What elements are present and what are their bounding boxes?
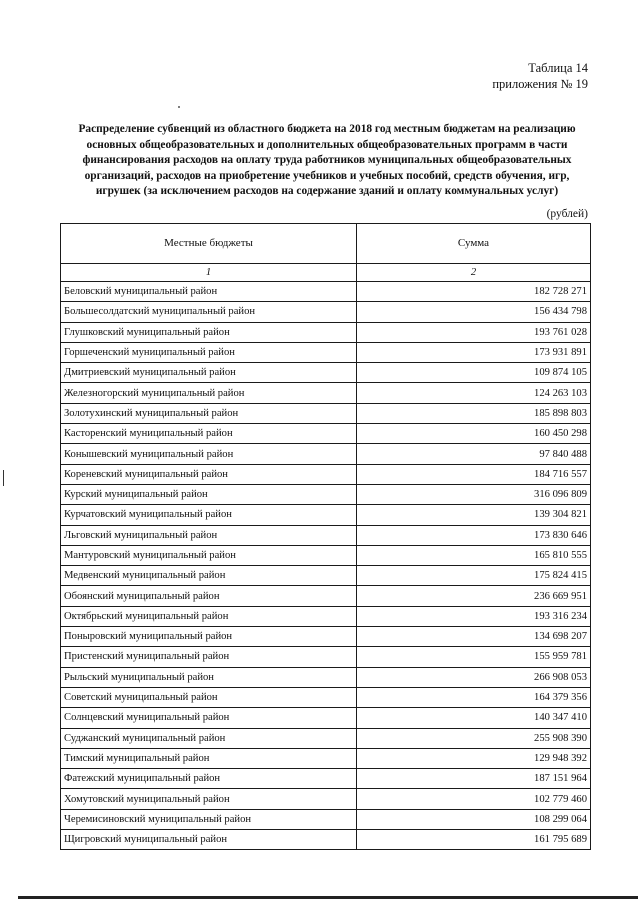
amount-cell: 316 096 809 — [357, 484, 591, 504]
table-row — [61, 667, 591, 687]
table-row — [61, 606, 591, 626]
column-header-budgets: Местные бюджеты — [61, 224, 357, 264]
table-row — [61, 627, 591, 647]
budget-name-cell: Обоянский муниципальный район — [61, 586, 357, 606]
budget-name-cell: Солнцевский муниципальный район — [61, 708, 357, 728]
budget-name-cell: Горшеченский муниципальный район — [61, 342, 357, 362]
budget-name-cell: Хомутовский муниципальный район — [61, 789, 357, 809]
currency-unit: (рублей) — [546, 208, 588, 220]
budget-name-cell: Медвенский муниципальный район — [61, 566, 357, 586]
table-row — [61, 505, 591, 525]
table-row — [61, 545, 591, 565]
table-row — [61, 282, 591, 302]
amount-cell: 155 959 781 — [357, 647, 591, 667]
table-row — [61, 687, 591, 707]
table-row — [61, 728, 591, 748]
amount-cell: 139 304 821 — [357, 505, 591, 525]
budget-name-cell: Конышевский муниципальный район — [61, 444, 357, 464]
budget-name-cell: Поныровский муниципальный район — [61, 627, 357, 647]
amount-cell: 182 728 271 — [357, 282, 591, 302]
budget-name-cell: Льговский муниципальный район — [61, 525, 357, 545]
table-header-row — [61, 224, 591, 264]
budget-name-cell: Октябрьский муниципальный район — [61, 606, 357, 626]
scan-speck — [178, 106, 180, 108]
amount-cell: 129 948 392 — [357, 748, 591, 768]
table-row — [61, 444, 591, 464]
table-number-label: Таблица 14 — [528, 61, 588, 75]
table-row — [61, 566, 591, 586]
table-row — [61, 383, 591, 403]
column-number-1: 1 — [61, 264, 357, 282]
amount-cell: 108 299 064 — [357, 809, 591, 829]
amount-cell: 102 779 460 — [357, 789, 591, 809]
budget-name-cell: Советский муниципальный район — [61, 687, 357, 707]
amount-cell: 185 898 803 — [357, 403, 591, 423]
budget-name-cell: Тимский муниципальный район — [61, 748, 357, 768]
amount-cell: 97 840 488 — [357, 444, 591, 464]
budget-name-cell: Дмитриевский муниципальный район — [61, 363, 357, 383]
table-reference — [492, 60, 588, 92]
amount-cell: 236 669 951 — [357, 586, 591, 606]
budget-name-cell: Касторенский муниципальный район — [61, 424, 357, 444]
amount-cell: 109 874 105 — [357, 363, 591, 383]
budget-name-cell: Глушковский муниципальный район — [61, 322, 357, 342]
table-row — [61, 748, 591, 768]
amount-cell: 193 761 028 — [357, 322, 591, 342]
amount-cell: 193 316 234 — [357, 606, 591, 626]
amount-cell: 160 450 298 — [357, 424, 591, 444]
amount-cell: 165 810 555 — [357, 545, 591, 565]
table-row — [61, 403, 591, 423]
amount-cell: 124 263 103 — [357, 383, 591, 403]
amount-cell: 175 824 415 — [357, 566, 591, 586]
amount-cell: 187 151 964 — [357, 769, 591, 789]
column-number-2: 2 — [357, 264, 591, 282]
amount-cell: 184 716 557 — [357, 464, 591, 484]
budget-name-cell: Суджанский муниципальный район — [61, 728, 357, 748]
budget-name-cell: Большесолдатский муниципальный район — [61, 302, 357, 322]
amount-cell: 134 698 207 — [357, 627, 591, 647]
table-row — [61, 809, 591, 829]
table-row — [61, 302, 591, 322]
budget-name-cell: Черемисиновский муниципальный район — [61, 809, 357, 829]
table-row — [61, 830, 591, 850]
table-row — [61, 769, 591, 789]
amount-cell: 140 347 410 — [357, 708, 591, 728]
table-row — [61, 708, 591, 728]
table-row — [61, 586, 591, 606]
table-body — [61, 282, 591, 850]
amount-cell: 266 908 053 — [357, 667, 591, 687]
table-row — [61, 525, 591, 545]
column-number-row — [61, 264, 591, 282]
amount-cell: 156 434 798 — [357, 302, 591, 322]
budget-name-cell: Щигровский муниципальный район — [61, 830, 357, 850]
table-row — [61, 789, 591, 809]
budget-name-cell: Рыльский муниципальный район — [61, 667, 357, 687]
budget-name-cell: Пристенский муниципальный район — [61, 647, 357, 667]
budget-name-cell: Кореневский муниципальный район — [61, 464, 357, 484]
budget-name-cell: Мантуровский муниципальный район — [61, 545, 357, 565]
budget-name-cell: Курский муниципальный район — [61, 484, 357, 504]
column-header-amount: Сумма — [357, 224, 591, 264]
table-row — [61, 484, 591, 504]
amount-cell: 161 795 689 — [357, 830, 591, 850]
scan-margin-mark — [3, 470, 4, 486]
amount-cell: 164 379 356 — [357, 687, 591, 707]
subsidy-table — [60, 223, 591, 850]
budget-name-cell: Беловский муниципальный район — [61, 282, 357, 302]
amount-cell: 173 830 646 — [357, 525, 591, 545]
table-row — [61, 363, 591, 383]
amount-cell: 173 931 891 — [357, 342, 591, 362]
budget-name-cell: Курчатовский муниципальный район — [61, 505, 357, 525]
appendix-label: приложения № 19 — [492, 77, 588, 91]
amount-cell: 255 908 390 — [357, 728, 591, 748]
table-row — [61, 322, 591, 342]
budget-name-cell: Фатежский муниципальный район — [61, 769, 357, 789]
budget-name-cell: Железногорский муниципальный район — [61, 383, 357, 403]
table-row — [61, 647, 591, 667]
budget-name-cell: Золотухинский муниципальный район — [61, 403, 357, 423]
scan-bottom-edge — [18, 896, 638, 899]
table-row — [61, 424, 591, 444]
table-row — [61, 464, 591, 484]
document-title: Распределение субвенций из областного бюджета на 2018 год местным бюджетам на реализацию основных общеобразовательных и дополнительных общеобразовательных программ в части финансирования расходов на оплату труда работников муниципальных общеобразовательных организаций, расходов на приобретение учебников и учебных пособий, средств обучения, игр, игрушек (за исключением расходов на содержание зданий и оплату коммунальных услуг) — [78, 123, 576, 198]
table-row — [61, 342, 591, 362]
